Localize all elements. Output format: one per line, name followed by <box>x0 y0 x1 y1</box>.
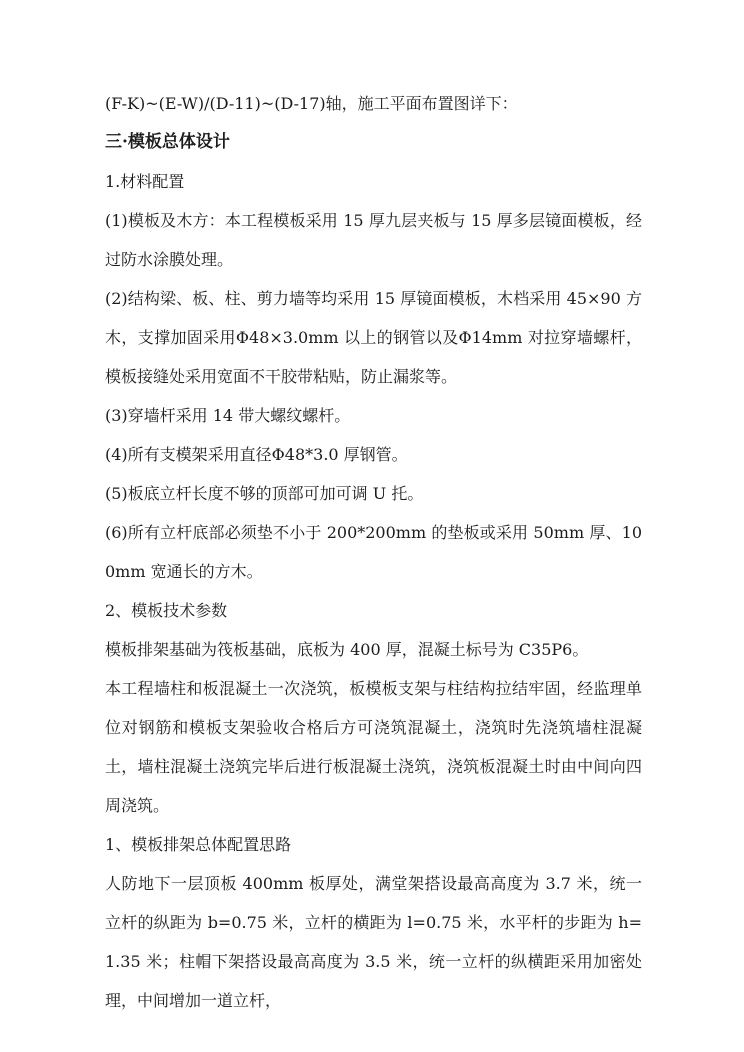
paragraph: 人防地下一层顶板 400mm 板厚处，满堂架搭设最高高度为 3.7 米，统一立杆的纵距为 b=0.75 米，立杆的横距为 l=0.75 米，水平杆的步距为 h=1.35 米；柱帽下架搭设最高高度为 3.5 米，统一立杆的纵横距采用加密处理，中间增加一道立杆， <box>105 874 642 1010</box>
paragraph: 模板排架基础为筏板基础，底板为 400 厚，混凝土标号为 C35P6。 <box>105 640 589 659</box>
paragraph: 1、模板排架总体配置思路 <box>105 835 292 854</box>
document-content <box>105 84 642 1020</box>
paragraph: (5)板底立杆长度不够的顶部可加可调 U 托。 <box>105 484 424 503</box>
paragraph: (3)穿墙杆采用 14 带大螺纹螺杆。 <box>105 406 351 425</box>
paragraph: (F-K)~(E-W)/(D-11)~(D-17)轴，施工平面布置图详下： <box>105 94 518 113</box>
section-heading: 三·模板总体设计 <box>105 132 230 152</box>
paragraph: (2)结构梁、板、柱、剪力墙等均采用 15 厚镜面模板，木档采用 45×90 方木，支撑加固采用Φ48×3.0mm 以上的钢管以及Φ14mm 对拉穿墙螺杆，模板接缝处采用宽面不干胶带粘贴，防止漏浆等。 <box>105 289 642 386</box>
paragraph: 2、模板技术参数 <box>105 601 228 620</box>
paragraph: (6)所有立杆底部必须垫不小于 200*200mm 的垫板或采用 50mm 厚、100mm 宽通长的方木。 <box>105 523 642 581</box>
paragraph: 本工程墙柱和板混凝土一次浇筑，板模板支架与柱结构拉结牢固，经监理单位对钢筋和模板支架验收合格后方可浇筑混凝土，浇筑时先浇筑墙柱混凝土，墙柱混凝土浇筑完毕后进行板混凝土浇筑，浇筑板混凝土时由中间向四周浇筑。 <box>105 679 642 815</box>
paragraph: (4)所有支模架采用直径Φ48*3.0 厚钢管。 <box>105 445 408 464</box>
paragraph: (1)模板及木方：本工程模板采用 15 厚九层夹板与 15 厚多层镜面模板，经过防水涂膜处理。 <box>105 211 642 269</box>
paragraph: 1.材料配置 <box>105 172 185 191</box>
